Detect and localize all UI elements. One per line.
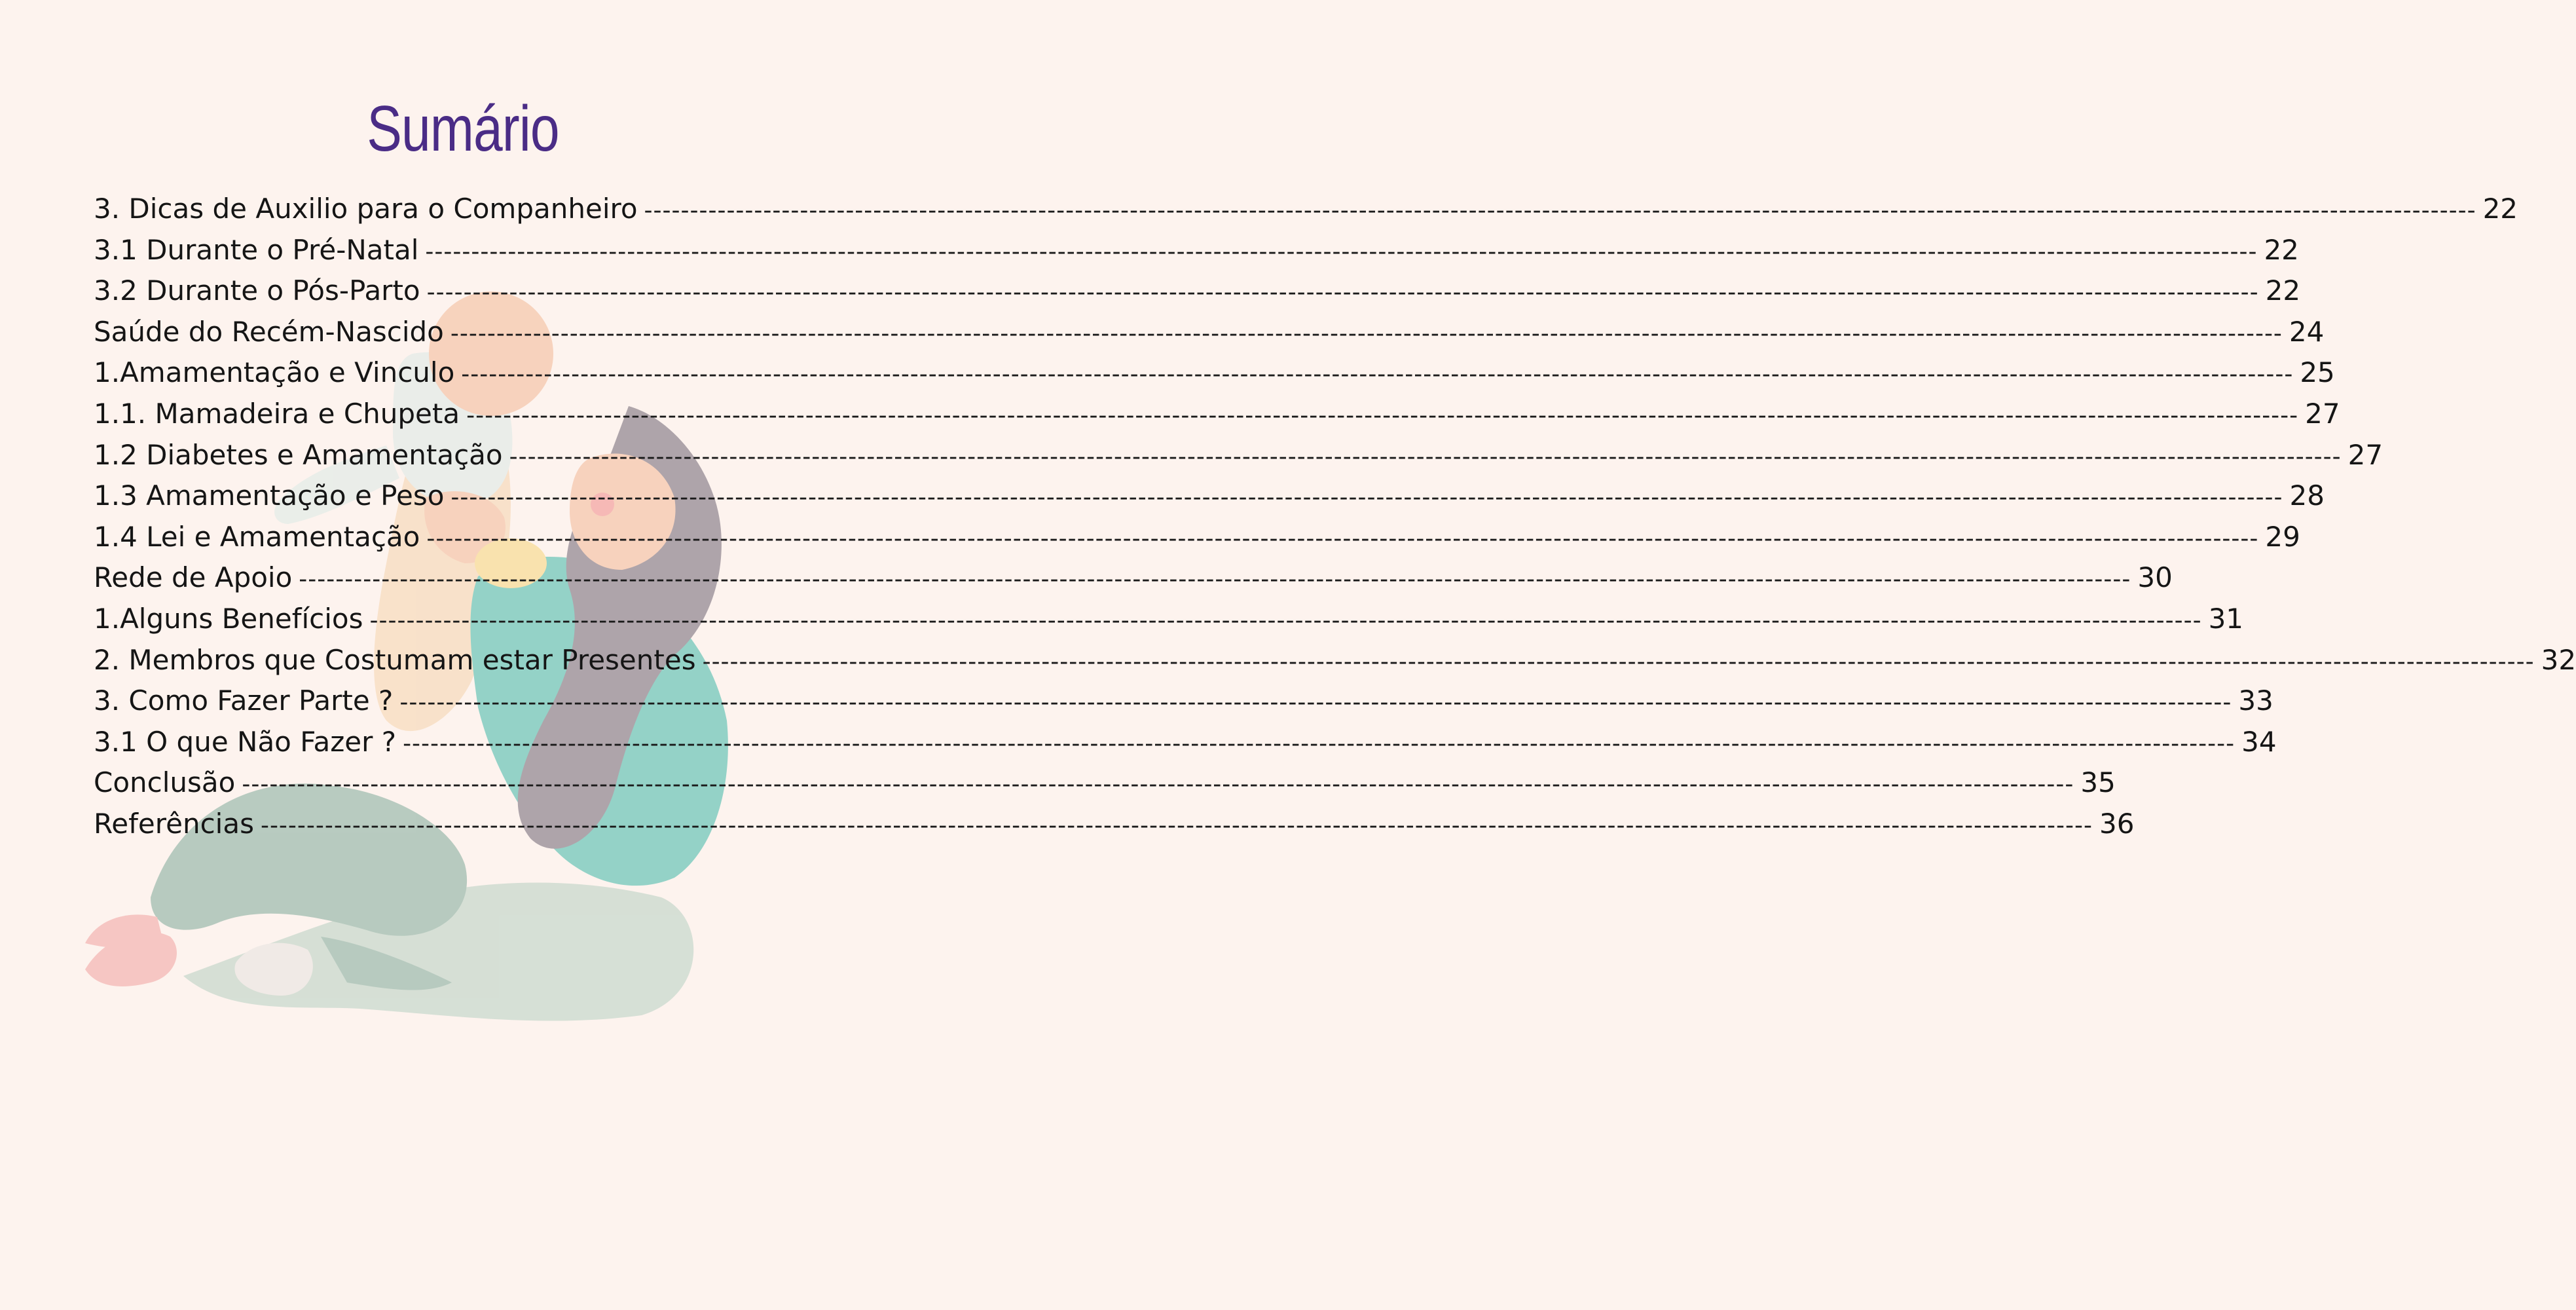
toc-leader: --------------------------------------------------------------------------------------------------------------------------------------------------------------------------------------------------------	[466, 402, 2299, 429]
toc-entry-label: 1.Amamentação e Vinculo	[94, 356, 455, 389]
toc-leader: --------------------------------------------------------------------------------------------------------------------------------------------------------------------------------------------------------	[509, 443, 2342, 470]
toc-entry-label: Rede de Apoio	[94, 561, 293, 594]
toc-entry-page: 34	[2241, 725, 2277, 758]
toc-entry[interactable]	[94, 397, 2340, 439]
toc-leader: --------------------------------------------------------------------------------------------------------------------------------------------------------------------------------------------------------	[426, 525, 2259, 552]
toc-entry-label: 1.Alguns Benefícios	[94, 602, 363, 635]
toc-entry-label: 1.4 Lei e Amamentação	[94, 520, 420, 553]
toc-leader: --------------------------------------------------------------------------------------------------------------------------------------------------------------------------------------------------------	[644, 197, 2476, 224]
toc-leader: --------------------------------------------------------------------------------------------------------------------------------------------------------------------------------------------------------	[260, 812, 2093, 839]
toc-entry[interactable]	[94, 725, 2277, 767]
toc-leader: --------------------------------------------------------------------------------------------------------------------------------------------------------------------------------------------------------	[299, 566, 2131, 593]
toc-leader: --------------------------------------------------------------------------------------------------------------------------------------------------------------------------------------------------------	[242, 771, 2074, 798]
toc-leader: --------------------------------------------------------------------------------------------------------------------------------------------------------------------------------------------------------	[369, 607, 2202, 634]
toc-entry-label: 3.1 Durante o Pré-Natal	[94, 233, 419, 266]
toc-entry-label: 1.2 Diabetes e Amamentação	[94, 438, 503, 471]
toc-entry-page: 27	[2305, 397, 2340, 430]
toc-entry[interactable]	[94, 602, 2244, 644]
toc-entry[interactable]	[94, 438, 2383, 480]
toc-entry-label: Saúde do Recém-Nascido	[94, 315, 444, 348]
toc-entry-page: 22	[2265, 274, 2301, 307]
toc-entry-label: 3. Dicas de Auxilio para o Companheiro	[94, 193, 638, 225]
toc-leader: --------------------------------------------------------------------------------------------------------------------------------------------------------------------------------------------------------	[425, 238, 2258, 265]
toc-entry-page: 25	[2300, 356, 2335, 389]
toc-entry-page: 35	[2080, 766, 2116, 799]
toc-entry-page: 30	[2137, 561, 2173, 594]
toc-entry[interactable]	[94, 561, 2173, 603]
toc-leader: --------------------------------------------------------------------------------------------------------------------------------------------------------------------------------------------------------	[399, 689, 2232, 717]
toc-entry[interactable]	[94, 233, 2299, 275]
toc-entry-page: 27	[2347, 438, 2383, 471]
toc-entry-label: 3. Como Fazer Parte ?	[94, 684, 394, 717]
toc-entry[interactable]	[94, 766, 2116, 808]
toc-entry-page: 22	[2482, 193, 2518, 225]
page-title: Sumário	[367, 92, 559, 164]
toc-entry-label: 1.1. Mamadeira e Chupeta	[94, 397, 460, 430]
toc-entry[interactable]	[94, 684, 2273, 726]
toc-entry[interactable]	[94, 479, 2325, 521]
toc-entry[interactable]	[94, 520, 2300, 562]
toc-leader: --------------------------------------------------------------------------------------------------------------------------------------------------------------------------------------------------------	[461, 361, 2294, 388]
toc-entry-page: 24	[2289, 315, 2325, 348]
toc-entry-page: 28	[2289, 479, 2325, 512]
toc-entry[interactable]	[94, 193, 2518, 234]
toc-entry-page: 29	[2265, 520, 2300, 553]
toc-leader: --------------------------------------------------------------------------------------------------------------------------------------------------------------------------------------------------------	[403, 730, 2236, 757]
toc-entry-page: 33	[2238, 684, 2273, 717]
toc-entry[interactable]	[94, 315, 2325, 357]
toc-entry-label: 1.3 Amamentação e Peso	[94, 479, 445, 512]
toc-entry-page: 36	[2099, 807, 2135, 840]
toc-entry-label: 3.2 Durante o Pós-Parto	[94, 274, 420, 307]
toc-entry-page: 31	[2208, 602, 2244, 635]
toc-entry-page: 22	[2264, 233, 2299, 266]
toc-entry-label: Conclusão	[94, 766, 236, 799]
toc-entry-label: 3.1 O que Não Fazer ?	[94, 725, 397, 758]
toc-leader: --------------------------------------------------------------------------------------------------------------------------------------------------------------------------------------------------------	[426, 279, 2259, 307]
toc-entry[interactable]	[94, 643, 2576, 685]
toc-entry-page: 32	[2541, 643, 2576, 676]
toc-entry[interactable]	[94, 807, 2135, 849]
toc-entry-label: Referências	[94, 807, 254, 840]
toc-leader: --------------------------------------------------------------------------------------------------------------------------------------------------------------------------------------------------------	[451, 484, 2283, 512]
toc-leader: --------------------------------------------------------------------------------------------------------------------------------------------------------------------------------------------------------	[702, 648, 2535, 675]
toc-entry[interactable]	[94, 356, 2335, 398]
toc-entry-label: 2. Membros que Costumam estar Presentes	[94, 643, 696, 676]
toc-leader: --------------------------------------------------------------------------------------------------------------------------------------------------------------------------------------------------------	[450, 320, 2283, 347]
table-of-contents	[94, 193, 2576, 849]
toc-entry[interactable]	[94, 274, 2301, 316]
